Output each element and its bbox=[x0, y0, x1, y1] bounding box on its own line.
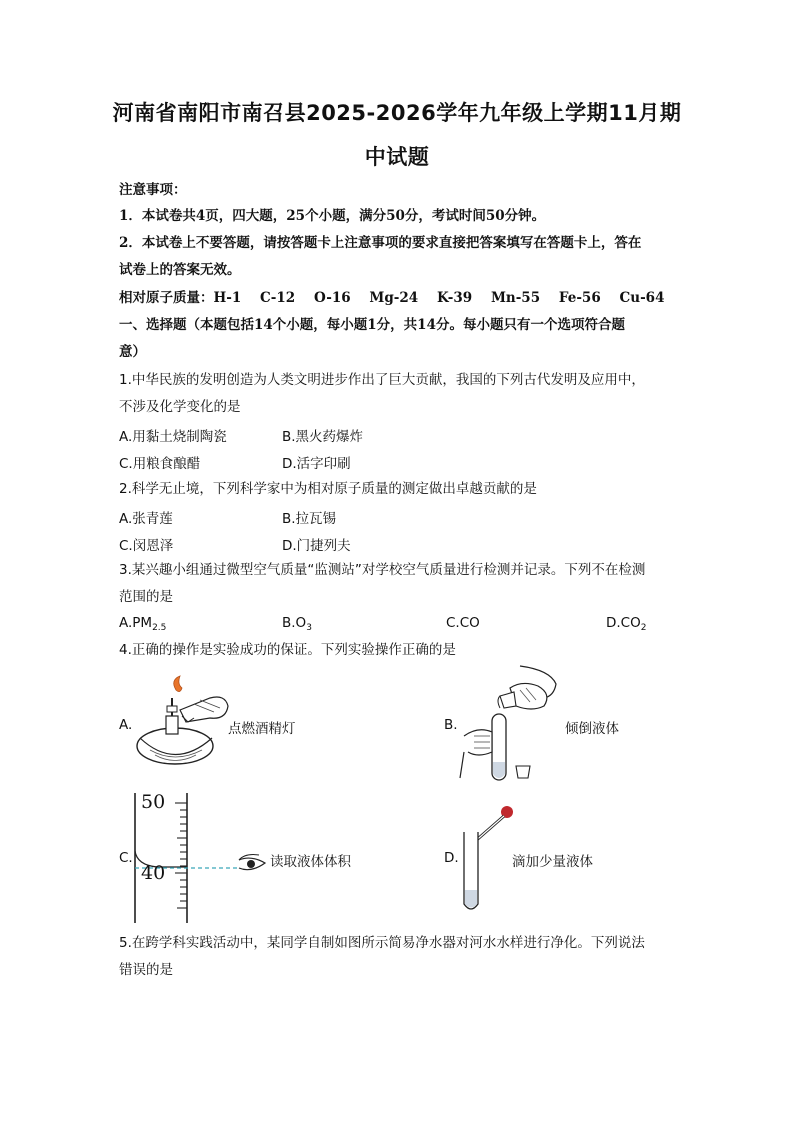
q4-option-d-letter: D. bbox=[444, 850, 459, 866]
q1-stem-b: 不涉及化学变化的是 bbox=[119, 399, 241, 415]
q3-option-d bbox=[606, 615, 646, 633]
notice-item-1: 1．本试卷共4页，四大题，25个小题，满分50分，考试时间50分钟。 bbox=[119, 208, 546, 224]
cylinder-tick-40: 40 bbox=[141, 862, 166, 884]
q2-option-a: A.张青莲 bbox=[119, 511, 173, 527]
notice-heading: 注意事项： bbox=[119, 182, 187, 198]
cylinder-tick-50: 50 bbox=[141, 791, 166, 813]
q4-option-a-letter: A. bbox=[119, 717, 133, 733]
q3-option-a-subscript: 2.5 bbox=[152, 623, 167, 633]
q5-stem-b: 错误的是 bbox=[119, 962, 173, 978]
exam-title-line1: 河南省南阳市南召县2025-2026学年九年级上学期11月期 bbox=[112, 101, 682, 125]
q1-option-a: A.用黏土烧制陶瓷 bbox=[119, 429, 227, 445]
q1-option-d: D.活字印刷 bbox=[282, 456, 351, 472]
notice-item-2a: 2．本试卷上不要答题，请按答题卡上注意事项的要求直接把答案填写在答题卡上，答在 bbox=[119, 235, 642, 251]
alcohol-lamp-illustration bbox=[130, 676, 230, 771]
q4-stem: 4.正确的操作是实验成功的保证。下列实验操作正确的是 bbox=[119, 642, 456, 658]
q3-stem-b: 范围的是 bbox=[119, 589, 173, 605]
q3-option-a-text: A.PM bbox=[119, 615, 153, 631]
q3-option-b-subscript: 3 bbox=[306, 623, 312, 633]
q2-option-d: D.门捷列夫 bbox=[282, 538, 351, 554]
q1-option-c: C.用粮食酿醋 bbox=[119, 456, 201, 472]
q1-option-b: B.黑火药爆炸 bbox=[282, 429, 364, 445]
section1-heading-a: 一、选择题（本题包括14个小题，每小题1分，共14分。每小题只有一个选项符合题 bbox=[119, 317, 625, 333]
q4-option-d-label: 滴加少量液体 bbox=[512, 854, 593, 870]
q3-option-a bbox=[119, 615, 166, 633]
q4-option-b-label: 倾倒液体 bbox=[565, 721, 619, 737]
q3-option-b-text: B.O bbox=[282, 615, 307, 631]
pouring-liquid-illustration bbox=[460, 666, 560, 786]
q4-option-c-label: 读取液体体积 bbox=[270, 854, 351, 870]
q3-stem-a: 3.某兴趣小组通过微型空气质量“监测站”对学校空气质量进行检测并记录。下列不在检测 bbox=[119, 562, 646, 578]
dropper-test-tube-illustration bbox=[460, 804, 520, 916]
q4-option-c-letter: C. bbox=[119, 850, 133, 866]
q3-option-b bbox=[282, 615, 312, 633]
q4-option-a-label: 点燃酒精灯 bbox=[228, 721, 296, 737]
q3-option-d-text: D.CO bbox=[606, 615, 641, 631]
q2-option-b: B.拉瓦锡 bbox=[282, 511, 337, 527]
q2-stem: 2.科学无止境，下列科学家中为相对原子质量的测定做出卓越贡献的是 bbox=[119, 481, 537, 497]
notice-item-2b: 试卷上的答案无效。 bbox=[119, 262, 241, 278]
q2-option-c: C.闵恩泽 bbox=[119, 538, 174, 554]
section1-heading-b: 意） bbox=[119, 344, 146, 360]
q5-stem-a: 5.在跨学科实践活动中，某同学自制如图所示简易净水器对河水水样进行净化。下列说法 bbox=[119, 935, 645, 951]
q3-option-d-subscript: 2 bbox=[640, 623, 647, 633]
q4-option-b-letter: B. bbox=[444, 717, 458, 733]
q3-option-c: C.CO bbox=[446, 615, 480, 631]
exam-title-line2: 中试题 bbox=[364, 145, 430, 169]
atomic-mass-line: 相对原子质量：H-1 C-12 O-16 Mg-24 K-39 Mn-55 Fe-56 Cu-64 bbox=[119, 290, 665, 306]
q1-stem-a: 1.中华民族的发明创造为人类文明进步作出了巨大贡献，我国的下列古代发明及应用中， bbox=[119, 372, 645, 388]
